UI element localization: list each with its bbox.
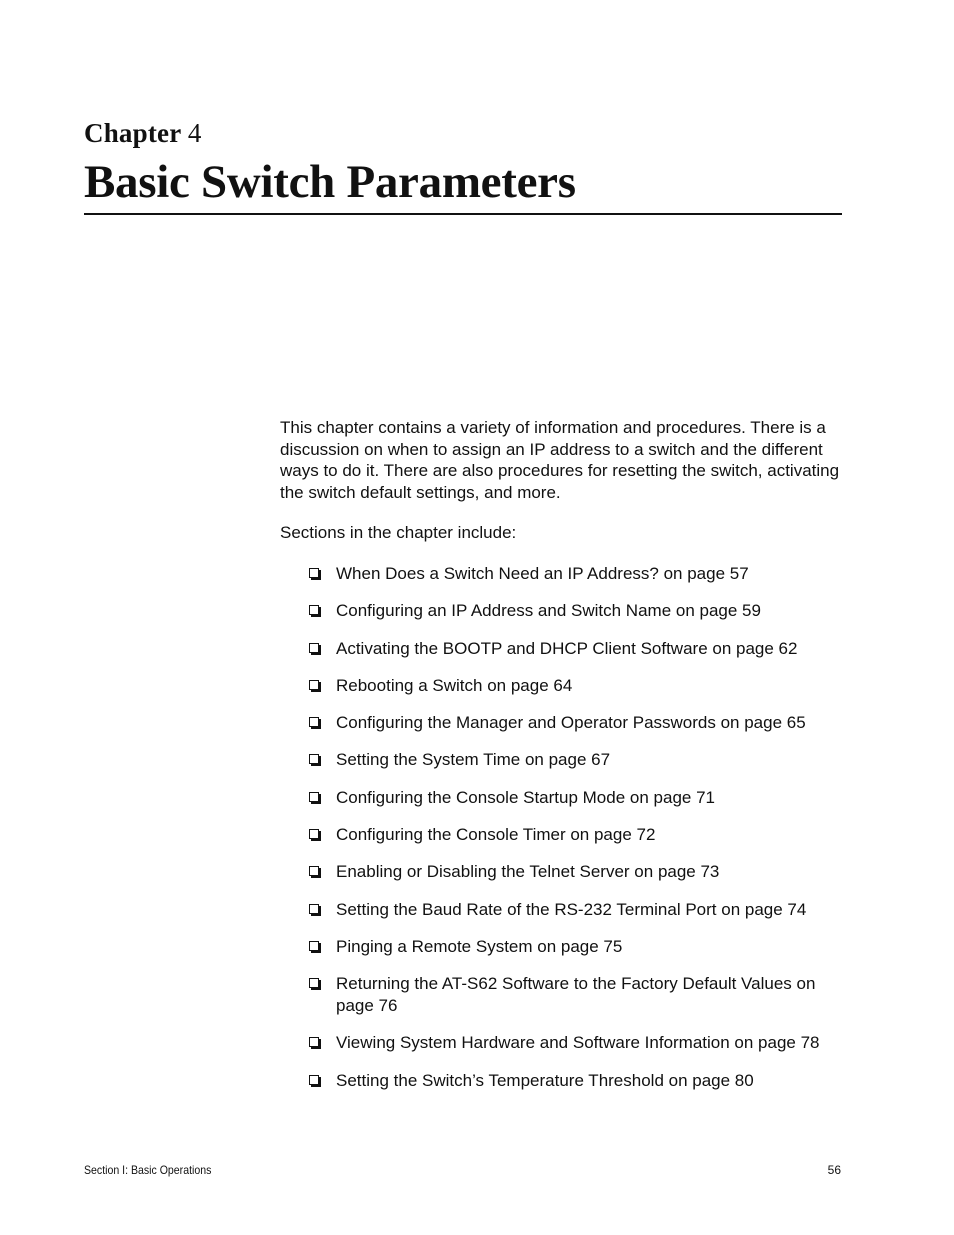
- list-item[interactable]: [308, 600, 848, 622]
- list-item[interactable]: [308, 638, 848, 660]
- list-item[interactable]: [308, 899, 848, 921]
- list-item[interactable]: [308, 936, 848, 958]
- section-link[interactable]: Returning the AT-S62 Software to the Factory Default Values on page 76: [336, 974, 816, 1015]
- section-link[interactable]: Rebooting a Switch on page 64: [336, 675, 573, 695]
- list-item[interactable]: [308, 675, 848, 697]
- checkbox-bullet-icon: [309, 941, 319, 951]
- section-link[interactable]: Configuring the Console Startup Mode on page 71: [336, 787, 715, 807]
- list-item[interactable]: [308, 749, 848, 771]
- checkbox-bullet-icon: [309, 792, 319, 802]
- section-link[interactable]: Configuring an IP Address and Switch Name on page 59: [336, 601, 761, 621]
- checkbox-bullet-icon: [309, 1037, 319, 1047]
- section-link[interactable]: Activating the BOOTP and DHCP Client Software on page 62: [336, 638, 798, 658]
- checkbox-bullet-icon: [309, 605, 319, 615]
- section-list: [308, 563, 848, 1107]
- list-item[interactable]: [308, 563, 848, 585]
- checkbox-bullet-icon: [309, 754, 319, 764]
- chapter-label: [84, 118, 202, 149]
- checkbox-bullet-icon: [309, 1075, 319, 1085]
- section-link[interactable]: Pinging a Remote System on page 75: [336, 936, 623, 956]
- list-item[interactable]: [308, 787, 848, 809]
- checkbox-bullet-icon: [309, 978, 319, 988]
- checkbox-bullet-icon: [309, 904, 319, 914]
- list-item[interactable]: [308, 712, 848, 734]
- intro-paragraph: This chapter contains a variety of information and procedures. There is a discussion on when to assign an IP address to a switch and the different ways to do it. There are also procedures for resetting the switch, activating the switch default settings, and more.: [280, 418, 840, 503]
- section-link[interactable]: Setting the Baud Rate of the RS-232 Terminal Port on page 74: [336, 899, 807, 919]
- section-link[interactable]: Configuring the Manager and Operator Passwords on page 65: [336, 713, 806, 733]
- title-divider: [84, 213, 842, 215]
- chapter-title: Basic Switch Parameters: [84, 156, 576, 208]
- list-item[interactable]: [308, 1032, 848, 1054]
- section-link[interactable]: When Does a Switch Need an IP Address? on page 57: [336, 564, 749, 583]
- section-link[interactable]: Configuring the Console Timer on page 72: [336, 825, 656, 845]
- checkbox-bullet-icon: [309, 829, 319, 839]
- checkbox-bullet-icon: [309, 680, 319, 690]
- list-item[interactable]: [308, 973, 848, 1016]
- footer-page-number: 56: [827, 1163, 841, 1177]
- sections-lead: Sections in the chapter include:: [280, 523, 517, 542]
- list-item[interactable]: [308, 1070, 848, 1092]
- section-link[interactable]: Viewing System Hardware and Software Information on page 78: [336, 1033, 820, 1053]
- section-link[interactable]: Setting the System Time on page 67: [336, 750, 611, 770]
- chapter-number: 4: [187, 118, 202, 148]
- section-link[interactable]: Setting the Switch’s Temperature Threshold on page 80: [336, 1070, 754, 1090]
- checkbox-bullet-icon: [309, 717, 319, 727]
- chapter-word: Chapter: [84, 118, 181, 148]
- footer-section: Section I: Basic Operations: [84, 1163, 212, 1177]
- list-item[interactable]: [308, 824, 848, 846]
- section-link[interactable]: Enabling or Disabling the Telnet Server on page 73: [336, 862, 720, 882]
- checkbox-bullet-icon: [309, 866, 319, 876]
- checkbox-bullet-icon: [309, 568, 319, 578]
- checkbox-bullet-icon: [309, 643, 319, 653]
- list-item[interactable]: [308, 861, 848, 883]
